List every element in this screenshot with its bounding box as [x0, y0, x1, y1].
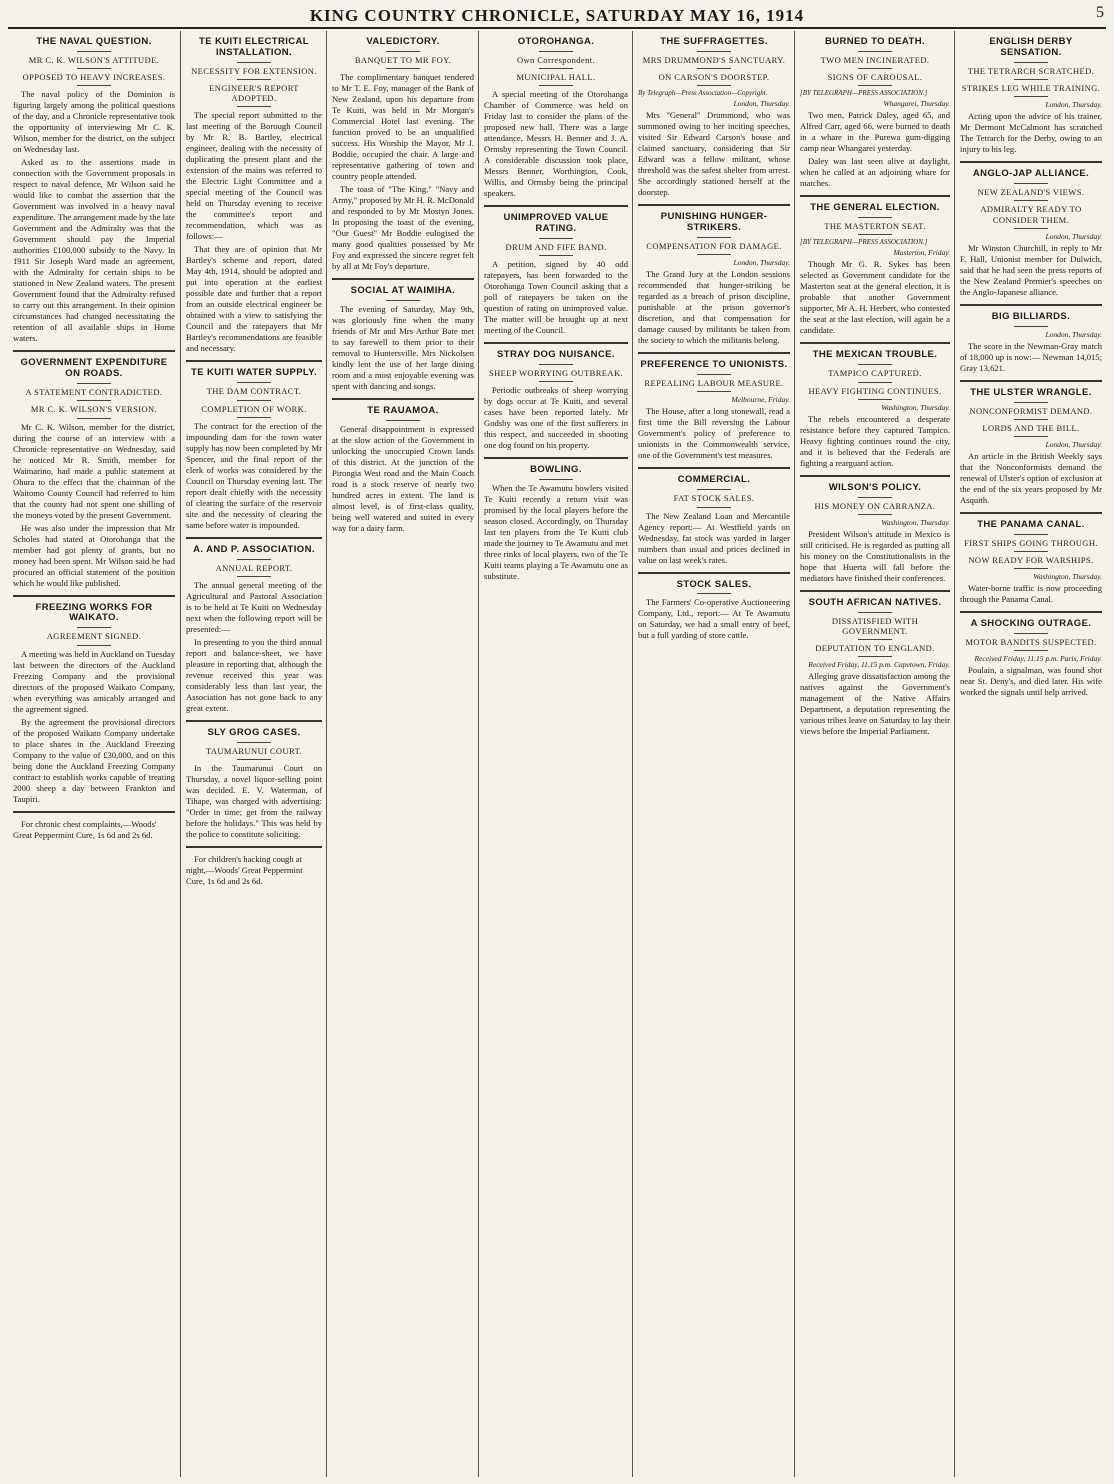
- article-subhead: THE DAM CONTRACT.: [206, 386, 302, 397]
- subhead-rule: [858, 234, 892, 235]
- column-content: [955, 37, 1107, 698]
- dateline: London, Thursday.: [1045, 439, 1102, 449]
- article-subhead: STRIKES LEG WHILE TRAINING.: [961, 83, 1101, 94]
- article-headline: PUNISHING HUNGER-STRIKERS.: [660, 211, 768, 234]
- subhead-rule: [77, 68, 111, 69]
- article-subhead: MR C. K. WILSON'S VERSION.: [30, 404, 158, 415]
- article-subhead: HEAVY FIGHTING CONTINUES.: [808, 385, 942, 396]
- subhead-rule: [539, 85, 573, 86]
- dateline: Washington, Thursday.: [1033, 572, 1102, 582]
- article-headline: TE KUITI ELECTRICAL INSTALLATION.: [199, 36, 309, 58]
- article: [638, 352, 790, 461]
- article-subhead: NONCONFORMIST DEMAND.: [969, 405, 1093, 416]
- cable-credit: By Telegraph—Press Association—Copyright.: [638, 89, 768, 98]
- article: [332, 278, 474, 392]
- subhead-rule: [858, 514, 892, 515]
- subhead-rule: [1014, 419, 1048, 420]
- subhead-rule: [77, 645, 111, 646]
- article: [638, 467, 790, 565]
- article: [960, 304, 1102, 374]
- headline-rule: [77, 51, 111, 52]
- article-subhead: ANNUAL REPORT.: [215, 562, 293, 573]
- article-separator: [332, 278, 474, 280]
- headline-rule: [539, 479, 573, 480]
- article-headline: VALEDICTORY.: [366, 36, 440, 47]
- patent-medicine-advert: For chronic chest complaints,—Woods' Great Peppermint Cure, 1s 6d and 2s 6d.: [13, 818, 157, 840]
- article-headline: ANGLO-JAP ALLIANCE.: [972, 168, 1090, 180]
- headline-rule: [237, 742, 271, 743]
- article-paragraph: The score in the Newman-Gray match of 18,000 up is now:— Newman 14,015; Gray 13,621.: [960, 340, 1102, 373]
- article-subhead: MRS DRUMMOND'S SANCTUARY.: [642, 54, 786, 65]
- dateline: London, Thursday.: [733, 258, 790, 268]
- article-separator: [800, 590, 950, 592]
- article-subhead: HIS MONEY ON CARRANZA.: [814, 500, 936, 511]
- article-headline: THE GENERAL ELECTION.: [810, 202, 940, 214]
- article-paragraph: Though Mr G. R. Sykes has been selected as Government candidate for the Masterton seat at the general election, it is probable that another Government supporter, Mr A. H. Herbert, who contested the seat at the last election, will again be a candidate.: [800, 259, 950, 336]
- article-subhead: COMPENSATION FOR DAMAGE.: [646, 241, 782, 252]
- article-separator: [13, 595, 175, 597]
- article-headline: STOCK SALES.: [676, 578, 752, 590]
- article: [484, 342, 628, 451]
- article-separator: [800, 342, 950, 344]
- article: [13, 350, 175, 588]
- article-paragraph: Asked as to the assertions made in connection with the Government proposals in respect to naval defence, Mr Wilson said he would like to combat the assertion that the Government was involved in a heavy naval expenditure. The arrangement made by the late Government and the Admiralty was that the Government should pay the Imperial authorities £100,000 subsidy to the Navy. In 1911 Sir Joseph Ward made an agreement, with the Admiralty for certain ships to be stationed in New Zealand waters. The present Government found that the Admiralty refused to carry out this arrangement. In their opinion circumstances had changed necessitating the retention of all available ships in Home waters.: [13, 157, 175, 344]
- article-separator: [638, 467, 790, 469]
- subhead-rule: [539, 68, 573, 69]
- article-paragraph: The New Zealand Loan and Mercantile Agency report:— At Westfield yards on Wednesday, fat stock was yarded in larger numbers than usual and prices declined in value on last week's rates.: [638, 510, 790, 565]
- article-paragraph: Acting upon the advice of his trainer, Mr Dermont McCalmont has scratched The Tetrarch for the Derby, owing to an injury to his leg.: [960, 111, 1102, 155]
- article-headline: STRAY DOG NUISANCE.: [497, 349, 615, 361]
- article-subhead: LORDS AND THE BILL.: [982, 422, 1080, 433]
- article-separator: [13, 350, 175, 352]
- headline-rule: [539, 51, 573, 52]
- advert-separator: [186, 846, 322, 848]
- article: [960, 37, 1102, 155]
- headline-rule: [237, 382, 271, 383]
- subhead-rule: [858, 656, 892, 657]
- article-subhead: TWO MEN INCINERATED.: [820, 54, 930, 65]
- article-paragraph: The naval policy of the Dominion is figuring largely among the political questions of the day, and a Chronicle representative took the opportunity of interviewing Mr C. K. Wilson, member for the district, on the subject on Wednesday last.: [13, 89, 175, 155]
- article-paragraph: A meeting was held in Auckland on Tuesday last between the directors of the Auckland Freezing Company and the provisional directors of the proposed Waikato Company, when everything was amicably arranged and the agreement signed.: [13, 648, 175, 714]
- subhead-rule: [77, 418, 111, 419]
- article-subhead: ENGINEER'S REPORT ADOPTED.: [209, 83, 299, 104]
- headline-rule: [1014, 534, 1048, 535]
- column-content: [795, 37, 955, 737]
- article-headline: A. AND P. ASSOCIATION.: [193, 543, 315, 555]
- column: [478, 31, 633, 1477]
- column: [954, 31, 1107, 1477]
- article-subhead: NECESSITY FOR EXTENSION.: [191, 65, 317, 76]
- article: [638, 204, 790, 346]
- column: [180, 31, 327, 1477]
- article-paragraph: The House, after a long stonewall, read a first time the Bill reversing the Labour Government's policy of preference to unionists in the Commonwealth service, one of the Government's test measures.: [638, 406, 790, 461]
- article-subhead: DEPUTATION TO ENGLAND.: [815, 643, 935, 654]
- subhead-rule: [1014, 436, 1048, 437]
- article-separator: [960, 161, 1102, 163]
- page-number: 5: [1096, 4, 1104, 21]
- article: [186, 537, 322, 714]
- article-headline: SLY GROG CASES.: [207, 726, 301, 738]
- article-paragraph: The Farmers' Co-operative Auctioneering Company, Ltd., report:— At Te Awamutu on Saturday, we had a small entry of beef, but a full yarding of store cattle.: [638, 597, 790, 641]
- article-subhead: ADMIRALTY READY TO CONSIDER THEM.: [980, 204, 1082, 225]
- subhead-rule: [539, 255, 573, 256]
- article-separator: [484, 342, 628, 344]
- subhead-rule: [386, 68, 420, 69]
- article: [638, 37, 790, 198]
- article-subhead: COMPLETION OF WORK.: [201, 403, 307, 414]
- article-headline: OTOROHANGA.: [517, 36, 595, 47]
- article-paragraph: A special meeting of the Otorohanga Chamber of Commerce was held on Friday last to consider the plans of the proposed new hall. There was a large attendance, Messrs H. Benner and J. A. Ormsby representing the Town Council. A considerable discussion took place, Messrs Benner, Worthington, Cook, Willis, and Ormsby being the principal speakers.: [484, 89, 628, 199]
- dateline: Whangarei, Thursday.: [883, 99, 950, 109]
- headline-rule: [858, 497, 892, 498]
- article-headline: TE RAUAMOA.: [367, 405, 439, 417]
- article-separator: [638, 352, 790, 354]
- article-subhead: A STATEMENT CONTRADICTED.: [25, 387, 163, 398]
- subhead-rule: [697, 68, 731, 69]
- article-separator: [638, 572, 790, 574]
- subhead-rule: [1014, 200, 1048, 201]
- article-subhead: ON CARSON'S DOORSTEP.: [658, 72, 770, 83]
- dateline: London, Thursday.: [733, 99, 790, 109]
- column: [8, 31, 180, 1477]
- headline-rule: [697, 237, 731, 238]
- subhead-rule: [1014, 650, 1048, 651]
- article-subhead: REPEALING LABOUR MEASURE.: [644, 378, 784, 389]
- article-separator: [800, 195, 950, 197]
- article-paragraph: When the Te Awamutu bowlers visited Te Kuiti recently a return visit was promised by the local players before the season closed. Accordingly, on Thursday last ten players from the Te Kuiti club made the journey to Te Awamutu and met three rinks of local players, two of the Te Kuiti teams playing a Te Awamutu one as substitute.: [484, 483, 628, 582]
- article-headline: THE SUFFRAGETTES.: [660, 36, 768, 47]
- headline-rule: [237, 559, 271, 560]
- headline-rule: [539, 238, 573, 239]
- article-headline: BOWLING.: [530, 464, 582, 476]
- article-headline: THE MEXICAN TROUBLE.: [812, 349, 938, 361]
- advert-separator: [13, 811, 175, 813]
- article-paragraph: General disappointment is expressed at the slow action of the Government in unlocking the unoccupied Crown lands of this district. At the junction of the Pirongia West road and the Main Coach road is a stock reserve of nearly two hundred acres in extent. The land is almost level, is of first-class quality, being well watered and suited in every way for a dairy farm.: [332, 423, 474, 533]
- headline-rule: [386, 51, 420, 52]
- headline-rule: [697, 489, 731, 490]
- article-paragraph: Mrs "General" Drummond, who was summoned owing to her inciting speeches, visited Sir Edward Carson's house and claimed sanctuary, considering that Sir Edward was a fellow militant, whose threshold was the safest shelter from arrest. She accordingly stationed herself at the doorstep.: [638, 110, 790, 198]
- article-paragraph: Water-borne traffic is now proceeding through the Panama Canal.: [960, 583, 1102, 605]
- article-separator: [186, 360, 322, 362]
- article-subhead: TAMPICO CAPTURED.: [828, 368, 922, 379]
- article-headline: SOUTH AFRICAN NATIVES.: [808, 596, 942, 608]
- newspaper-columns: [8, 31, 1106, 1479]
- article-headline: TE KUITI WATER SUPPLY.: [191, 367, 317, 379]
- article-paragraph: Mr C. K. Wilson, member for the district, during the course of an interview with a Chronicle representative on Wednesday, said he noticed Mr R. Smith, member for Waimarino, had made a public statement at Ohura to the effect that the chairman of the Waitomo County Council had referred to him that the county had not spent one shilling of the moneys voted by the present Government.: [13, 421, 175, 520]
- headline-rule: [539, 364, 573, 365]
- article: [800, 37, 950, 189]
- subhead-rule: [237, 400, 271, 401]
- headline-rule: [697, 51, 731, 52]
- dateline: London, Thursday.: [1045, 329, 1102, 339]
- article-subhead: MR C. K. WILSON'S ATTITUDE.: [28, 54, 160, 65]
- article-headline: THE ULSTER WRANGLE.: [970, 386, 1092, 398]
- dateline: Received Friday, 11.15 p.m. Paris, Friday.: [974, 654, 1102, 664]
- subhead-rule: [1014, 96, 1048, 97]
- article-paragraph: He was also under the impression that Mr Scholes had stated at Otorohanga that the member had got plenty of grants, but no money had been spent. Mr Wilson said he had procured an official statement of the position which he would like published.: [13, 522, 175, 588]
- cable-credit: [BY TELEGRAPH—PRESS ASSOCIATION.]: [800, 238, 928, 247]
- headline-rule: [1014, 62, 1048, 63]
- article-subhead: FAT STOCK SALES.: [673, 493, 755, 504]
- article-paragraph: In presenting to you the third annual report and balance-sheet, we have pleasure in reporting that, although the revenue received this year was considerably less than last year, the Association has not gone back to any great extent.: [186, 636, 322, 713]
- article-separator: [186, 720, 322, 722]
- subhead-rule: [697, 391, 731, 392]
- article-paragraph: Alleging grave dissatisfaction among the natives against the Government's management of the Native Affairs Department, a deputation representing the various tribes leave on Saturday to lay their views before the Imperial Parliament.: [800, 671, 950, 737]
- headline-rule: [77, 383, 111, 384]
- article: [13, 595, 175, 805]
- article: [800, 195, 950, 336]
- article-separator: [960, 512, 1102, 514]
- cable-credit: [BY TELEGRAPH—PRESS ASSOCIATION.]: [800, 89, 928, 98]
- article: [960, 380, 1102, 506]
- subhead-rule: [237, 417, 271, 418]
- article-subhead: NEW ZEALAND'S VIEWS.: [977, 187, 1085, 198]
- article-headline: WILSON'S POLICY.: [828, 481, 922, 493]
- dateline: Received Friday, 11.15 p.m. Capetown, Friday.: [808, 660, 950, 670]
- article: [960, 512, 1102, 605]
- article-subhead: FIRST SHIPS GOING THROUGH.: [964, 537, 1098, 548]
- article-paragraph: The rebels encountered a desperate resistance before they captured Tampico. Heavy fighting continues round the city, and it is believed that the Federals are fighting a rearguard action.: [800, 413, 950, 468]
- article-subhead: THE TETRARCH SCRATCHED.: [967, 65, 1095, 76]
- dateline: Washington, Thursday.: [881, 402, 950, 412]
- article: [332, 37, 474, 272]
- dateline: Washington, Thursday.: [881, 517, 950, 527]
- article-paragraph: Two men, Patrick Daley, aged 65, and Alfred Carr, aged 66, were burned to death in a whare in the Purewa gum-digging camp near Whangarei yesterday.: [800, 110, 950, 154]
- article-separator: [960, 304, 1102, 306]
- dateline: London, Thursday.: [1045, 100, 1102, 110]
- article-headline: SOCIAL AT WAIMIHA.: [350, 285, 456, 297]
- headline-rule: [237, 62, 271, 63]
- column-content: [479, 37, 633, 582]
- headline-rule: [858, 364, 892, 365]
- article-separator: [960, 611, 1102, 613]
- article-paragraph: Poulain, a signalman, was found shot near St. Deny's, and died later. His wife worked the signals until help arrived.: [960, 665, 1102, 698]
- patent-medicine-advert: For children's hacking cough at night,—Woods' Great Peppermint Cure, 1s 6d and 2s 6d.: [186, 853, 303, 886]
- article-paragraph: The complimentary banquet tendered to Mr T. E. Foy, manager of the Bank of New Zealand, upon his departure from Te Kuiti, was held in Mr Morgan's Commercial Hotel last evening. The function proved to be an unqualified success. His Worship the Mayor, Mr J. Boddie, occupied the chair. A large and representative gathering of town and country people attended.: [332, 72, 474, 182]
- article-paragraph: The annual general meeting of the Agricultural and Pastoral Association is to be held at Te Kuiti on Wednesday next when the following report will be presented:—: [186, 579, 322, 634]
- subhead-rule: [858, 382, 892, 383]
- dateline: Melbourne, Friday.: [731, 395, 790, 405]
- column: [794, 31, 955, 1477]
- article-subhead: BANQUET TO MR FOY.: [354, 54, 452, 65]
- article-subhead: AGREEMENT SIGNED.: [46, 631, 142, 642]
- article-separator: [484, 457, 628, 459]
- article: [186, 720, 322, 840]
- article-separator: [800, 475, 950, 477]
- headline-rule: [858, 217, 892, 218]
- headline-rule: [697, 374, 731, 375]
- masthead: [0, 0, 1114, 26]
- article-headline: THE PANAMA CANAL.: [977, 518, 1085, 530]
- dateline: Masterton, Friday.: [893, 248, 950, 258]
- subhead-rule: [237, 79, 271, 80]
- article-headline: UNIMPROVED VALUE RATING.: [503, 212, 609, 235]
- article-paragraph: The special report submitted to the last meeting of the Borough Council by Mr R. B. Bartley, electrical engineer, dealing with the necessity of duplicating the present plant and the extension of the mains was referred to the Electric Light Committee and a special meeting of the Council was held on Thursday evening to receive the committee's report and recommendation, which was as follows:—: [186, 110, 322, 242]
- article-separator: [638, 204, 790, 206]
- subhead-rule: [697, 85, 731, 86]
- column-content: [327, 37, 479, 534]
- subhead-rule: [237, 106, 271, 107]
- subhead-rule: [237, 576, 271, 577]
- article-paragraph: A petition, signed by 40 odd ratepayers, has been forwarded to the Otorohanga Town Council asking that a poll of ratepayers be taken on the question of rating on unimproved value. The matter will be brought up at next meeting of the Council.: [484, 259, 628, 336]
- subhead-rule: [1014, 228, 1048, 229]
- article: [484, 37, 628, 199]
- article: [484, 205, 628, 336]
- article-paragraph: The Grand Jury at the London sessions recommended that hunger-striking be regarded as a breach of prison discipline, punishable at the prison governor's discretion, and that compensation for damage caused by militants be taken from the society to which the militants belong.: [638, 269, 790, 346]
- article-headline: COMMERCIAL.: [677, 474, 751, 486]
- headline-rule: [1014, 633, 1048, 634]
- article-headline: GOVERNMENT EXPENDITURE ON ROADS.: [20, 357, 168, 380]
- article-paragraph: The toast of "The King," "Navy and Army," proposed by Mr H. R. McDonald and responded to by Mr Mostyn Jones. In proposing the toast of the evening, "Our Guest" Mr Boddie eulogised the many good qualities possessed by Mr Foy and expressed the sincere regret felt by all at Mr Foy's departure.: [332, 184, 474, 272]
- headline-rule: [858, 51, 892, 52]
- column-content: [633, 37, 795, 641]
- subhead-rule: [858, 85, 892, 86]
- article-headline: ENGLISH DERBY SENSATION.: [989, 36, 1073, 58]
- article-paragraph: By the agreement the provisional directors of the proposed Waikato Company undertake to place shares in the Auckland Freezing Company to the value of £30,000, and on this being done the Auckland Freezing Company contract to establish works capable of treating 2000 sheep a day between Frankton and Taupiri.: [13, 716, 175, 804]
- subhead-rule: [858, 639, 892, 640]
- article-subhead: MUNICIPAL HALL.: [516, 72, 596, 83]
- article-subhead: TAUMARUNUI COURT.: [205, 745, 303, 756]
- article-subhead: THE MASTERTON SEAT.: [824, 221, 926, 232]
- article-separator: [332, 398, 474, 400]
- column: [326, 31, 479, 1477]
- headline-rule: [1014, 402, 1048, 403]
- newspaper-title: KING COUNTRY CHRONICLE, SATURDAY MAY 16, 1914: [309, 6, 805, 25]
- article-paragraph: President Wilson's attitude in Mexico is still criticised. He is regarded as putting all his money on the Constitutionalists in the hope that Huerta will fall before the mediators have finished their conferences.: [800, 528, 950, 583]
- headline-rule: [386, 420, 420, 421]
- article: [186, 37, 322, 354]
- article-headline: FREEZING WORKS FOR WAIKATO.: [35, 601, 153, 624]
- article-paragraph: That they are of opinion that Mr Bartley's scheme and report, dated May 4th, 1914, should be adopted and put into operation at the earliest possible date and further that a report from an outside electrical engineer be obtained with a view to satisfying the Council and the ratepayers that Mr Bartley's recommendations are feasible and necessary.: [186, 244, 322, 354]
- subhead-rule: [77, 85, 111, 86]
- article: [800, 475, 950, 584]
- subhead-rule: [539, 381, 573, 382]
- column-content: [181, 37, 327, 887]
- article-subhead: SIGNS OF CAROUSAL.: [827, 72, 923, 83]
- subhead-rule: [77, 400, 111, 401]
- subhead-rule: [858, 68, 892, 69]
- subhead-rule: [1014, 551, 1048, 552]
- article: [484, 457, 628, 582]
- article-separator: [960, 380, 1102, 382]
- headline-rule: [386, 300, 420, 301]
- article: [800, 342, 950, 468]
- subhead-rule: [1014, 568, 1048, 569]
- article-subhead: SHEEP WORRYING OUTBREAK.: [488, 368, 624, 379]
- article: [638, 572, 790, 642]
- article: [960, 161, 1102, 297]
- article-headline: BURNED TO DEATH.: [825, 36, 925, 47]
- article-headline: PREFERENCE TO UNIONISTS.: [640, 359, 788, 371]
- article-subhead: NOW READY FOR WARSHIPS.: [968, 555, 1094, 566]
- article-paragraph: Periodic outbreaks of sheep worrying by dogs occur at Te Kuiti, and several cases have been reported lately. Mr Godsby was one of the first sufferers in this respect, and succeeded in shooting one dog found on his property.: [484, 385, 628, 451]
- column: [632, 31, 795, 1477]
- article: [960, 611, 1102, 698]
- article-paragraph: The evening of Saturday, May 9th, was gloriously fine when the many friends of Mr and Mrs Arthur Bate met to say farewell to them prior to their removal to Huntersville. Mrs Nickolsen kindly lent the use of her large dining room and a most enjoyable evening was spent with dancing and songs.: [332, 304, 474, 392]
- article-paragraph: Mr Winston Churchill, in reply to Mr F. Hall, Unionist member for Dulwich, said that he had seen the press reports of the New Zealand Premier's speeches on the Anglo-Japanese alliance.: [960, 242, 1102, 297]
- subhead-rule: [697, 254, 731, 255]
- headline-rule: [697, 593, 731, 594]
- headline-rule: [77, 627, 111, 628]
- article: [332, 398, 474, 534]
- article-paragraph: Daley was last seen alive at daylight, when he called at an adjoining whare for matches.: [800, 156, 950, 189]
- article-paragraph: An article in the British Weekly says that the Nonconformists demand the renewal of Ulster's option of exclusion at the end of the six years proposed by Mr Asquith.: [960, 450, 1102, 505]
- headline-rule: [1014, 326, 1048, 327]
- headline-rule: [858, 612, 892, 613]
- masthead-rule: [8, 27, 1106, 29]
- dateline: London, Thursday.: [1045, 231, 1102, 241]
- article: [186, 360, 322, 530]
- subhead-rule: [237, 759, 271, 760]
- article-separator: [484, 205, 628, 207]
- article: [800, 590, 950, 737]
- article: [13, 37, 175, 344]
- article-subhead: Own Correspondent.: [516, 54, 596, 65]
- article-headline: A SHOCKING OUTRAGE.: [970, 618, 1092, 630]
- article-subhead: OPPOSED TO HEAVY INCREASES.: [22, 72, 166, 83]
- subhead-rule: [1014, 79, 1048, 80]
- article-paragraph: In the Taumarunui Court on Thursday, a novel liquor-selling point was decided. E. V. Waterman, of Tihape, was charged with advertising: "Order in time; get from the railway before the holidays." This was held by the police to constitute soliciting.: [186, 762, 322, 839]
- article-subhead: DISSATISFIED WITH GOVERNMENT.: [831, 615, 919, 636]
- article-separator: [186, 537, 322, 539]
- article-subhead: MOTOR BANDITS SUSPECTED.: [965, 637, 1097, 648]
- article-headline: THE NAVAL QUESTION.: [36, 36, 152, 47]
- subhead-rule: [697, 507, 731, 508]
- headline-rule: [1014, 183, 1048, 184]
- column-content: [8, 37, 180, 841]
- subhead-rule: [858, 399, 892, 400]
- article-subhead: DRUM AND FIFE BAND.: [505, 242, 607, 253]
- article-paragraph: The contract for the erection of the impounding dam for the town water supply has now been completed by Mr Spencer, and the final report of the clerk of works was considered by the Council on Thursday evening last. The report dealt chiefly with the necessity of clearing the surface of the reservoir site and the necessity of clearing the same before water is impounded.: [186, 420, 322, 530]
- article-headline: BIG BILLIARDS.: [991, 310, 1071, 322]
